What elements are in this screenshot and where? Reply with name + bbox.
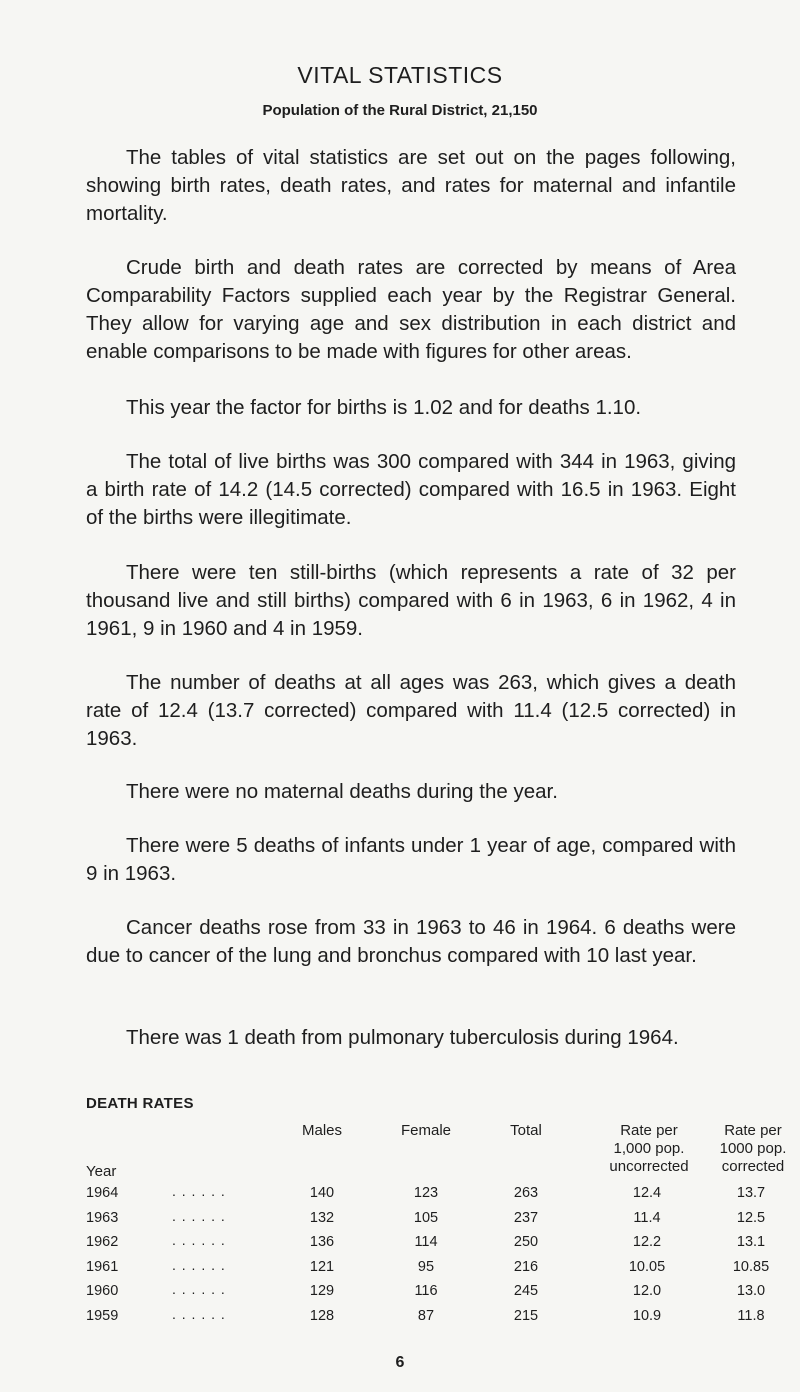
cell-uncorrected: 10.9 <box>632 1307 662 1324</box>
page-number: 6 <box>395 1354 405 1371</box>
cell-total: 237 <box>513 1209 539 1226</box>
cell-uncorrected: 12.4 <box>632 1185 662 1201</box>
paragraph: There were no maternal deaths during the year. <box>126 780 558 803</box>
cell-males: 136 <box>309 1234 335 1250</box>
dot-leader: . . . . . . <box>172 1281 226 1297</box>
cell-year: 1960 <box>86 1283 119 1299</box>
cell-female: 87 <box>417 1307 435 1324</box>
dot-leader: . . . . . . <box>172 1256 226 1273</box>
cell-total: 263 <box>513 1185 539 1201</box>
header-rate-corrected: Rate per 1000 pop. corrected <box>719 1122 787 1175</box>
paragraph: Crude birth and death rates are corrected by means of Area Comparability Factors supplied each year by the Registrar General. They allow for varying age and sex distribution in each district and enable comparisons to be made with figures for other areas. <box>86 256 736 363</box>
paragraph: There was 1 death from pulmonary tuberculosis during 1964. <box>126 1026 679 1049</box>
cell-corrected: 12.5 <box>736 1209 766 1226</box>
cell-uncorrected: 10.05 <box>628 1258 666 1275</box>
cell-uncorrected: 12.0 <box>632 1283 662 1299</box>
cell-corrected: 11.8 <box>737 1307 765 1324</box>
dot-leader: . . . . . . <box>172 1183 226 1199</box>
cell-males: 129 <box>309 1283 335 1299</box>
cell-corrected: 10.85 <box>732 1258 770 1275</box>
cell-female: 116 <box>414 1283 438 1299</box>
cell-uncorrected: 11.4 <box>633 1209 661 1226</box>
death-rates-heading: DEATH RATES <box>86 1095 194 1112</box>
page-title: VITAL STATISTICS <box>297 62 503 88</box>
cell-female: 95 <box>417 1258 435 1275</box>
paragraph: The number of deaths at all ages was 263, which gives a death rate of 12.4 (13.7 corrected) compared with 11.4 (12.5 corrected) in 1963. <box>86 671 736 750</box>
header-year: Year <box>86 1163 117 1180</box>
cell-year: 1964 <box>86 1185 119 1201</box>
cell-year: 1959 <box>86 1307 119 1324</box>
cell-total: 215 <box>513 1307 539 1324</box>
cell-corrected: 13.7 <box>736 1185 766 1201</box>
cell-males: 128 <box>309 1307 335 1324</box>
cell-year: 1963 <box>86 1209 119 1226</box>
header-rate-uncorrected: Rate per 1,000 pop. uncorrected <box>609 1122 689 1175</box>
dot-leader: . . . . . . <box>172 1207 226 1224</box>
cell-corrected: 13.1 <box>736 1234 766 1250</box>
cell-total: 245 <box>513 1283 539 1299</box>
dot-leader: . . . . . . <box>172 1305 226 1322</box>
cell-total: 250 <box>513 1234 539 1250</box>
paragraph: Cancer deaths rose from 33 in 1963 to 46 in 1964. 6 deaths were due to cancer of the lung and bronchus compared with 10 last year. <box>86 916 736 967</box>
cell-female: 114 <box>414 1234 438 1250</box>
cell-males: 132 <box>309 1209 335 1226</box>
paragraph: There were ten still-births (which represents a rate of 32 per thousand live and still births) compared with 6 in 1963, 6 in 1962, 4 in 1961, 9 in 1960 and 4 in 1959. <box>86 561 736 640</box>
header-female: Female <box>400 1122 452 1139</box>
population-subtitle: Population of the Rural District, 21,150 <box>262 102 538 119</box>
paragraph: The tables of vital statistics are set out on the pages following, showing birth rates, death rates, and rates for maternal and infantile mortality. <box>86 146 736 225</box>
dot-leader: . . . . . . <box>172 1232 226 1248</box>
cell-total: 216 <box>513 1258 539 1275</box>
paragraph: This year the factor for births is 1.02 and for deaths 1.10. <box>126 396 642 419</box>
paragraph: The total of live births was 300 compared with 344 in 1963, giving a birth rate of 14.2 (14.5 corrected) compared with 16.5 in 1963. Eight of the births were illegitimate. <box>86 450 736 529</box>
cell-uncorrected: 12.2 <box>632 1234 662 1250</box>
header-males: Males <box>301 1122 342 1139</box>
cell-males: 140 <box>309 1185 335 1201</box>
paragraph: There were 5 deaths of infants under 1 year of age, compared with 9 in 1963. <box>86 834 736 885</box>
cell-female: 105 <box>413 1209 439 1226</box>
cell-female: 123 <box>413 1185 439 1201</box>
header-total: Total <box>510 1122 542 1139</box>
cell-year: 1961 <box>86 1258 119 1275</box>
cell-corrected: 13.0 <box>736 1283 766 1299</box>
cell-year: 1962 <box>86 1234 119 1250</box>
cell-males: 121 <box>309 1258 335 1275</box>
